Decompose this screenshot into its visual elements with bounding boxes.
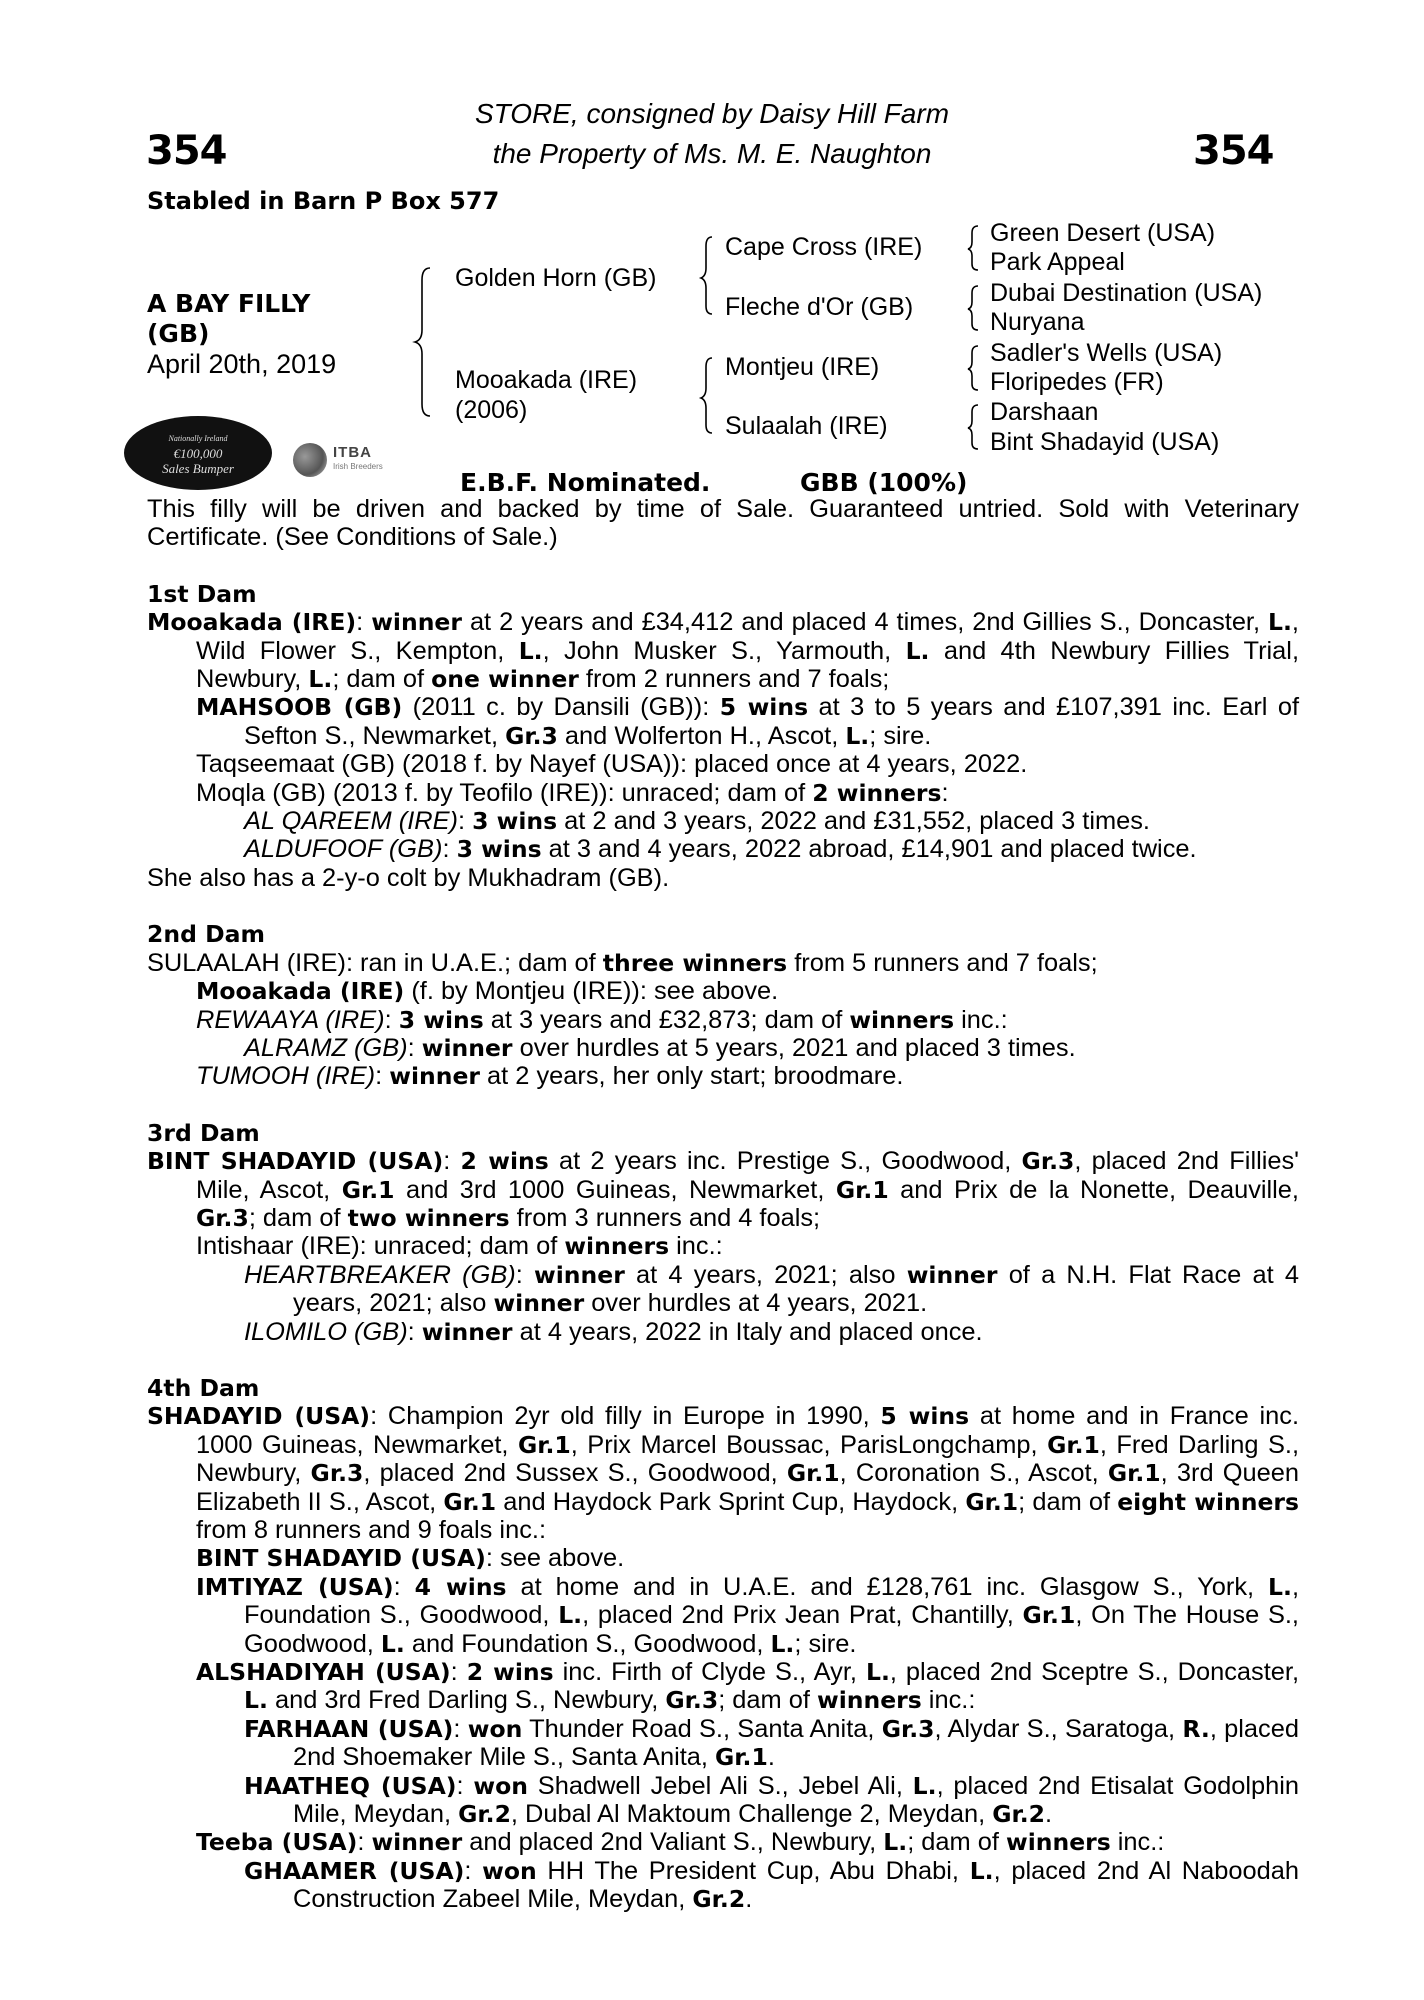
bold-text: ALSHADIYAH (USA) [196,1658,451,1687]
bold-text: L. [518,636,543,665]
bold-text: Gr.1 [1107,1459,1161,1488]
dam-sections [147,580,1299,1914]
text: over hurdles at 5 years, 2021 and placed 3 times. [512,1033,1076,1062]
text: at 3 and 4 years, 2022 abroad, £14,901 and placed twice. [541,835,1197,864]
text: HH The President Cup, Abu Dhabi, [536,1856,970,1885]
bold-text: L. [1268,1572,1292,1601]
itba-logo-text: ITBA [333,444,372,461]
horse-country: (GB) [147,319,210,348]
text: , On The House S., Goodwood, [244,1601,1299,1658]
text: , 3rd Queen Elizabeth II S., Ascot, [196,1459,1299,1516]
pedigree-dam-sire: Montjeu (IRE) [725,353,880,381]
bold-text: L. [380,1629,405,1658]
text: : [393,1572,415,1601]
produce-record [147,864,1299,892]
bold-text: 5 wins [880,1402,970,1431]
bumper-logo-amount: €100,000 [173,445,223,461]
bold-text: 5 wins [719,693,809,722]
text: , placed 2nd Sceptre S., Doncaster, [889,1658,1300,1687]
pedigree-dd-sire: Darshaan [990,398,1099,426]
section-title: 2nd Dam [147,920,265,949]
text: : [442,835,457,864]
bold-text: two winners [347,1203,510,1232]
produce-record [147,807,1299,835]
bold-text: winner [421,1033,513,1062]
bold-text: Gr.1 [786,1459,840,1488]
property-line: the Property of Ms. M. E. Naughton [492,138,932,169]
bold-text: 2 winners [812,778,942,807]
bold-text: IMTIYAZ (USA) [196,1572,394,1601]
pedigree-sire-sire: Cape Cross (IRE) [725,233,923,261]
itba-logo [293,440,383,480]
bold-text: Gr.1 [443,1487,497,1516]
text: : [458,807,473,836]
bold-text: Gr.3 [1021,1147,1075,1176]
bold-text: L. [905,636,930,665]
bold-text: winner [371,608,462,637]
produce-record [147,1715,1299,1772]
pedigree-sd-dam: Nuryana [990,308,1085,336]
text: from 2 runners and 7 foals; [578,665,890,694]
horse-name-text: A BAY FILLY [147,289,311,318]
text: : [456,1771,474,1800]
stabling-info: Stabled in Barn P Box 577 [147,187,500,215]
bold-text: winner [906,1260,998,1289]
text: and Wolferton H., Ascot, [557,721,846,750]
text: Intishaar (IRE): unraced; dam of [196,1232,565,1261]
bold-text: MAHSOOB (GB) [196,693,403,722]
text: Taqseemaat (GB) (2018 f. by Nayef (USA)): placed once at 4 years, 2022. [196,750,1028,779]
produce-record [147,779,1299,807]
bold-text: Gr.3 [881,1714,935,1743]
dam-section [147,1119,1299,1346]
text: , placed 2nd Shoemaker Mile S., Santa Anita, [293,1714,1299,1772]
produce-record [147,835,1299,863]
produce-record [147,977,1299,1005]
pedigree-ss-dam: Park Appeal [990,248,1125,276]
bold-text: Gr.3 [310,1459,364,1488]
bold-text: winner [371,1828,463,1857]
text: and Haydock Park Sprint Cup, Haydock, [496,1487,966,1516]
bold-text: Gr.2 [458,1800,511,1829]
text: at 3 to 5 years and £107,391 inc. Earl of Sefton S., Newmarket, [244,693,1300,750]
text: : [443,1147,461,1176]
catalogue-body [147,495,1299,1914]
itba-globe-icon [293,443,327,477]
bold-text: BINT SHADAYID (USA) [147,1147,444,1176]
bold-text: L. [770,1629,795,1658]
text: at home and in France inc. 1000 Guineas, Newmarket, [196,1402,1299,1459]
produce-record [147,1006,1299,1034]
bold-text: BINT SHADAYID (USA) [196,1544,486,1573]
bold-text: L. [883,1828,908,1857]
italic-name: ALRAMZ (GB) [244,1033,408,1062]
bold-text: 4 wins [414,1572,507,1601]
dam-section [147,580,1299,892]
bold-text: Gr.2 [692,1885,746,1914]
pedigree-sire-dam: Fleche d'Or (GB) [725,293,914,321]
text: Thunder Road S., Santa Anita, [522,1714,882,1743]
text: inc.: [669,1232,723,1261]
produce-record [147,1828,1299,1856]
pedigree-sire: Golden Horn (GB) [455,264,657,292]
bold-text: 3 wins [472,807,558,836]
bold-text: winners [849,1005,955,1034]
brace-dd [968,405,978,449]
bold-text: Teeba (USA) [196,1828,358,1857]
itba-logo-subtext: Irish Breeders [333,462,383,471]
brace-sire-parents [701,237,712,314]
text: , Dubal Al Maktoum Challenge 2, Meydan, [510,1800,993,1829]
text: (2011 c. by Dansili (GB)): [402,693,720,722]
bold-text: L. [912,1771,937,1800]
text: at 2 and 3 years, 2022 and £31,552, placed 3 times. [557,807,1150,836]
text: (f. by Montjeu (IRE)): see above. [404,977,779,1006]
bold-text: Gr.3 [665,1686,719,1715]
text: , placed 2nd Prix Jean Prat, Chantilly, [582,1601,1023,1630]
text: ; dam of [332,665,432,694]
bold-text: L. [865,1658,890,1687]
text: from 8 runners and 9 foals inc.: [196,1516,547,1544]
text: inc.: [921,1686,976,1715]
text: : [384,1005,399,1034]
produce-record [147,1318,1299,1346]
pedigree-sd-sire: Dubai Destination (USA) [990,279,1263,307]
bold-text: 2 wins [466,1658,554,1687]
bold-text: one winner [431,665,579,694]
text: , placed 2nd Fillies' Mile, Ascot, [196,1147,1300,1204]
bold-text: HAATHEQ (USA) [244,1771,457,1800]
bold-text: R. [1182,1714,1210,1743]
lot-number-left: 354 [146,128,227,174]
produce-record [147,1857,1299,1914]
bold-text: won [482,1856,537,1885]
produce-record [147,949,1299,977]
bold-text: Gr.3 [505,721,558,750]
text: ; sire. [794,1629,857,1658]
section-title: 4th Dam [147,1373,260,1402]
text: Shadwell Jebel Ali S., Jebel Ali, [527,1771,913,1800]
bold-text: Gr.3 [196,1203,249,1232]
produce-record [147,1232,1299,1260]
pedigree-ds-dam: Floripedes (FR) [990,368,1164,396]
produce-record [147,1062,1299,1090]
bold-text: Gr.1 [1047,1430,1100,1459]
text: ; dam of [718,1686,817,1715]
text: at 2 years and £34,412 and placed 4 times, 2nd Gillies S., Doncaster, [461,608,1269,637]
italic-name: ILOMILO (GB) [244,1317,408,1346]
text: She also has a 2-y-o colt by Mukhadram (GB). [147,863,670,892]
bold-text: Mooakada (IRE) [196,977,405,1006]
produce-record [147,1034,1299,1062]
bold-text: L. [1268,608,1292,637]
pedigree-dam-year: (2006) [455,396,528,424]
bold-text: SHADAYID (USA) [147,1402,371,1431]
bold-text: L. [845,721,870,750]
pedigree-dam-dam: Sulaalah (IRE) [725,412,888,440]
text: inc.: [1110,1828,1165,1857]
bold-text: L. [308,665,333,694]
italic-name: AL QAREEM (IRE) [244,807,458,836]
text: Moqla (GB) (2013 f. by Teofilo (IRE)): unraced; dam of [196,778,813,807]
bold-text: L. [969,1856,994,1885]
sale-conditions: This filly will be driven and backed by time of Sale. Guaranteed untried. Sold with Veterinary Certificate. (See Conditions of Sale.) [147,495,1299,552]
bold-text: Gr.1 [965,1487,1019,1516]
dam-section [147,920,1299,1090]
ebf-nominated-badge: E.B.F. Nominated. [460,468,711,497]
text: inc.: [954,1005,1008,1034]
text: : [453,1714,468,1743]
bold-text: GHAAMER (USA) [244,1856,465,1885]
dam-section [147,1374,1299,1914]
text: at home and in U.A.E. and £128,761 inc. Glasgow S., York, [506,1572,1269,1601]
pedigree-ds-sire: Sadler's Wells (USA) [990,339,1223,367]
bold-text: winner [421,1317,513,1346]
bold-text: 3 wins [456,835,542,864]
bold-text: Mooakada (IRE) [147,608,357,637]
text: and Foundation S., Goodwood, [404,1629,771,1658]
sales-bumper-logo [124,416,272,490]
pedigree-dam: Mooakada (IRE) [455,366,638,394]
bold-text: winner [389,1062,480,1091]
text: : [450,1658,467,1687]
text: : [407,1317,422,1346]
text: and Prix de la Nonette, Deauville, [888,1175,1299,1204]
bold-text: winners [817,1686,922,1715]
brace-dam-parents [701,358,712,433]
text: , Foundation S., Goodwood, [244,1572,1300,1630]
produce-record [147,1261,1299,1318]
text: over hurdles at 4 years, 2021. [584,1289,928,1318]
text: : [375,1062,390,1091]
section-title: 3rd Dam [147,1118,260,1147]
text: and 3rd Fred Darling S., Newbury, [267,1686,666,1715]
text: and placed 2nd Valiant S., Newbury, [462,1828,884,1857]
text: from 3 runners and 4 foals; [509,1203,821,1232]
text: SULAALAH (IRE): ran in U.A.E.; dam of [147,948,603,977]
text: , Coronation S., Ascot, [839,1459,1108,1488]
produce-record [147,1658,1299,1715]
text: , placed 2nd Etisalat Godolphin Mile, Meydan, [293,1771,1299,1829]
text: and 4th Newbury Fillies Trial, Newbury, [196,636,1299,694]
pedigree-ss-sire: Green Desert (USA) [990,219,1216,247]
bold-text: L. [244,1686,268,1715]
bold-text: winners [1005,1828,1111,1857]
produce-record [147,608,1299,693]
text: , Prix Marcel Boussac, ParisLongchamp, [570,1430,1048,1459]
bold-text: Gr.2 [992,1800,1046,1829]
text: , John Musker S., Yarmouth, [542,636,906,665]
italic-name: HEARTBREAKER (GB) [244,1260,516,1289]
bold-text: won [473,1771,528,1800]
bumper-logo-top: Nationally Ireland [168,433,228,443]
text: , placed 2nd Sussex S., Goodwood, [363,1459,787,1488]
text: and 3rd 1000 Guineas, Newmarket, [394,1175,836,1204]
bold-text: Gr.1 [517,1430,571,1459]
produce-record [147,750,1299,778]
bold-text: Gr.1 [835,1175,889,1204]
text: : [356,608,372,637]
produce-record [147,1147,1299,1232]
brace-ds [968,346,978,390]
gbb-badge: GBB (100%) [800,468,968,497]
bold-text: winner [534,1260,625,1289]
text: at 4 years, 2022 in Italy and placed once. [512,1317,983,1346]
bold-text: Gr.1 [715,1743,768,1772]
text: . [1045,1800,1053,1829]
text: ; dam of [907,1828,1006,1857]
text: at 2 years, her only start; broodmare. [480,1062,904,1091]
lot-number-right: 354 [1193,128,1274,174]
produce-record [147,1402,1299,1544]
bold-text: L. [558,1601,583,1630]
text: : [515,1260,535,1289]
text: : see above. [485,1544,625,1573]
text: , placed 2nd Al Naboodah Construction Zabeel Mile, Meydan, [293,1856,1299,1914]
text: . [745,1885,753,1914]
bold-text: won [467,1714,523,1743]
text: inc. Firth of Clyde S., Ayr, [553,1658,866,1687]
section-title: 1st Dam [147,579,257,608]
produce-record [147,693,1299,750]
bold-text: Gr.1 [341,1175,395,1204]
text: at 4 years, 2021; also [624,1260,907,1289]
text: , Alydar S., Saratoga, [934,1714,1183,1743]
bold-text: eight winners [1117,1487,1299,1516]
text: : Champion 2yr old filly in Europe in 1990, [370,1402,881,1431]
foaling-date: April 20th, 2019 [147,349,337,379]
text: ; dam of [1018,1487,1118,1516]
bold-text: Gr.1 [1022,1601,1076,1630]
produce-record [147,1573,1299,1658]
produce-record [147,1544,1299,1572]
text: . [767,1743,775,1772]
text: , Wild Flower S., Kempton, [196,608,1299,665]
text: from 5 runners and 7 foals; [787,948,1098,977]
text: ; sire. [869,721,932,750]
bold-text: 2 wins [460,1147,549,1176]
text: , Fred Darling S., Newbury, [196,1430,1299,1488]
text: : [357,1828,372,1857]
text: at 3 years and £32,873; dam of [483,1005,850,1034]
consignor-line: STORE, consigned by Daisy Hill Farm [474,98,950,129]
italic-name: REWAAYA (IRE) [196,1005,385,1034]
text: : [407,1033,422,1062]
brace-sd [968,286,978,330]
text: : [464,1856,483,1885]
brace-ss [968,226,978,270]
brace-sire-dam [415,268,430,416]
bold-text: 3 wins [398,1005,484,1034]
bold-text: winner [493,1289,585,1318]
text: : [941,778,949,807]
text: at 2 years inc. Prestige S., Goodwood, [548,1147,1022,1176]
pedigree-dd-dam: Bint Shadayid (USA) [990,428,1220,456]
text: ; dam of [248,1203,348,1232]
italic-name: TUMOOH (IRE) [196,1062,376,1091]
text: of a N.H. Flat Race at 4 years, 2021; also [293,1260,1299,1318]
bumper-logo-label: Sales Bumper [162,460,234,476]
produce-record [147,1772,1299,1829]
bold-text: winners [564,1232,670,1261]
bold-text: FARHAAN (USA) [244,1714,454,1743]
bold-text: three winners [602,948,788,977]
italic-name: ALDUFOOF (GB) [244,835,443,864]
